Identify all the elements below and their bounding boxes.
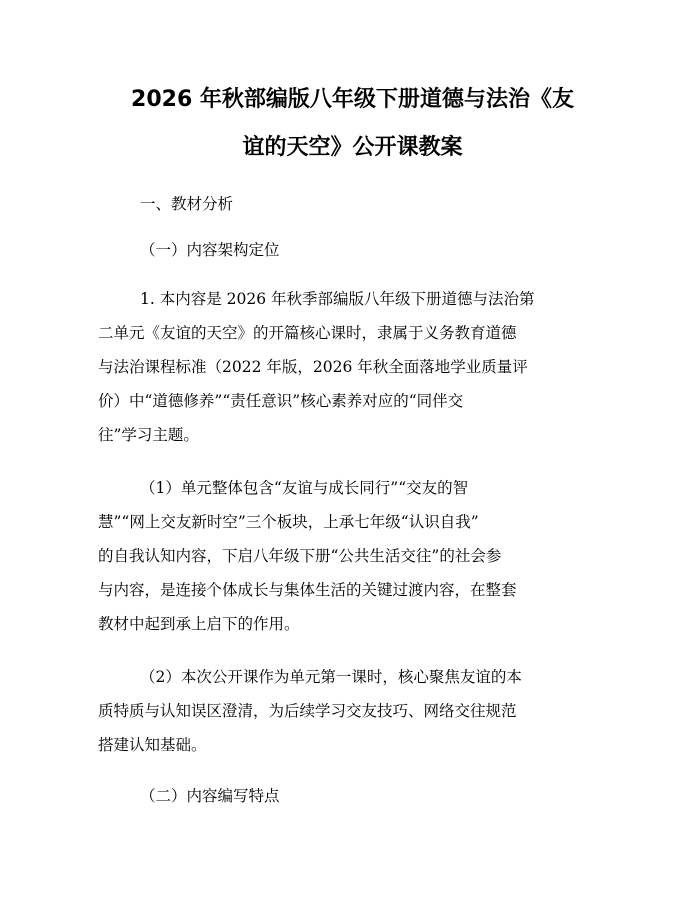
paragraph-line: 教材中起到承上启下的作用。: [98, 615, 300, 633]
paragraph-line: （1）单元整体包含“友谊与成长同行”“交友的智: [140, 479, 469, 497]
paragraph-line: 与法治课程标准（2022 年版，2026 年秋全面落地学业质量评: [98, 358, 528, 376]
paragraph-line: 慧”“网上交友新时空”三个板块，上承七年级“认识自我”: [98, 513, 479, 531]
paragraph-line: 价）中“道德修养”“责任意识”核心素养对应的“同伴交: [98, 392, 464, 410]
title-line-2: 谊的天空》公开课教案: [242, 135, 463, 160]
paragraph-line: 二单元《友谊的天空》的开篇核心课时，隶属于义务教育道德: [98, 324, 517, 342]
paragraph-line: 往”学习主题。: [98, 426, 199, 444]
paragraph-lesson-focus: [98, 660, 610, 762]
title-line-1: 2026 年秋部编版八年级下册道德与法治《友: [131, 87, 574, 112]
paragraph-line: （2）本次公开课作为单元第一课时，核心聚焦友谊的本: [140, 668, 522, 686]
paragraph-line: 1. 本内容是 2026 年秋季部编版八年级下册道德与法治第: [140, 290, 535, 308]
subsection-heading-writing-features: （二）内容编写特点: [140, 787, 280, 805]
paragraph-content-overview: [98, 282, 610, 452]
document-title: [95, 76, 610, 172]
section-heading-textbook-analysis: 一、教材分析: [140, 195, 234, 213]
paragraph-unit-structure: [98, 471, 610, 641]
subsection-heading-content-positioning: （一）内容架构定位: [140, 241, 280, 259]
paragraph-line: 质特质与认知误区澄清，为后续学习交友技巧、网络交往规范: [98, 702, 517, 720]
paragraph-line: 搭建认知基础。: [98, 736, 207, 754]
paragraph-line: 与内容，是连接个体成长与集体生活的关键过渡内容，在整套: [98, 581, 517, 599]
paragraph-line: 的自我认知内容，下启八年级下册“公共生活交往”的社会参: [98, 547, 502, 565]
